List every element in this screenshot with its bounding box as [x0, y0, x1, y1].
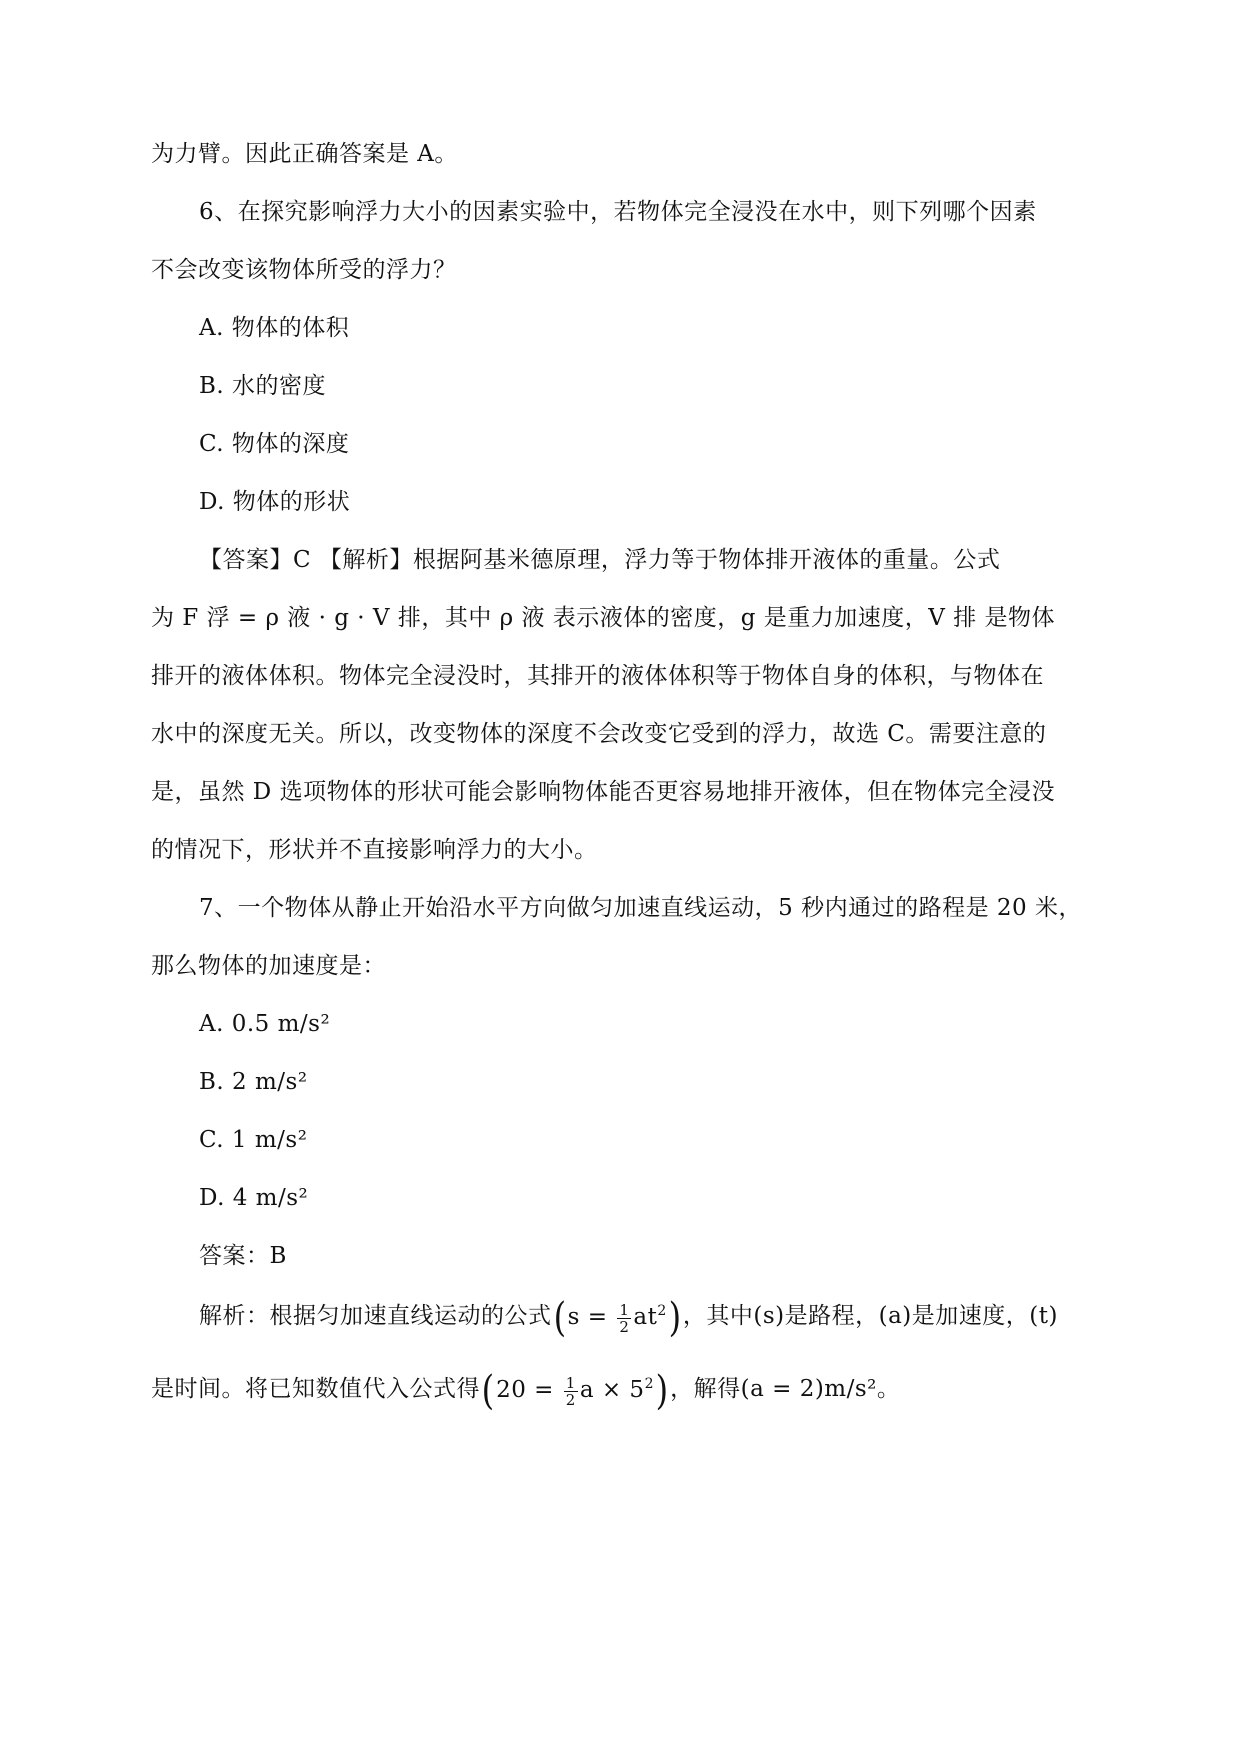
paren-close: ): [668, 1295, 682, 1341]
paren-close: ): [655, 1368, 669, 1414]
q6-option-b: B. 水的密度: [199, 373, 327, 399]
question-7-stem: 7、一个物体从静止开始沿水平方向做匀加速直线运动，5 秒内通过的路程是 20 米，: [199, 895, 1082, 921]
q6-answer-line-6: 的情况下，形状并不直接影响浮力的大小。: [151, 837, 598, 863]
formula-lhs: 20 =: [496, 1377, 562, 1403]
question-6-stem-cont: 不会改变该物体所受的浮力？: [151, 257, 457, 283]
paren-open: (: [553, 1295, 566, 1341]
q7-option-c: C. 1 m/s²: [199, 1127, 308, 1153]
fraction-numerator: 1: [619, 1300, 630, 1319]
q7-answer: 答案：B: [199, 1243, 287, 1269]
q6-answer-line-4: 水中的深度无关。所以，改变物体的深度不会改变它受到的浮力，故选 C。需要注意的: [151, 721, 1047, 747]
analysis-text: 是时间。将已知数值代入公式得: [151, 1376, 480, 1402]
formula-lhs: s =: [567, 1304, 616, 1330]
analysis-text: ，解得(a = 2)m/s²。: [670, 1376, 901, 1402]
q6-option-c: C. 物体的深度: [199, 431, 350, 457]
q6-option-d: D. 物体的形状: [199, 489, 351, 515]
q7-analysis-line-2: [151, 1366, 1091, 1412]
fraction: [564, 1375, 578, 1408]
text-line: 为力臂。因此正确答案是 A。: [151, 141, 458, 167]
q7-option-b: B. 2 m/s²: [199, 1069, 308, 1095]
q7-option-a: A. 0.5 m/s²: [199, 1011, 331, 1037]
formula-displacement: [552, 1294, 683, 1340]
q6-answer-line-3: 排开的液体体积。物体完全浸没时，其排开的液体体积等于物体自身的体积，与物体在: [151, 663, 1044, 689]
formula-substitution: [480, 1367, 670, 1413]
q6-answer-line-1: 【答案】C 【解析】根据阿基米德原理，浮力等于物体排开液体的重量。公式: [199, 547, 1001, 573]
analysis-text: 解析：根据匀加速直线运动的公式: [199, 1303, 552, 1329]
q6-option-a: A. 物体的体积: [199, 315, 350, 341]
q7-option-d: D. 4 m/s²: [199, 1185, 309, 1211]
q6-answer-line-2: 为 F 浮 = ρ 液 · g · V 排，其中 ρ 液 表示液体的密度，g 是重力加速度，V 排 是物体: [151, 605, 1056, 631]
fraction-numerator: 1: [565, 1373, 576, 1392]
question-6-stem: 6、在探究影响浮力大小的因素实验中，若物体完全浸没在水中，则下列哪个因素: [199, 199, 1037, 225]
fraction: [617, 1302, 631, 1335]
q7-analysis-line-1: [199, 1293, 1139, 1339]
q6-answer-line-5: 是，虽然 D 选项物体的形状可能会影响物体能否更容易地排开液体，但在物体完全浸没: [151, 779, 1056, 805]
exponent: 2: [644, 1376, 654, 1392]
formula-rhs: at: [633, 1304, 658, 1330]
analysis-text: ，其中(s)是路程，(a)是加速度，(t): [682, 1303, 1058, 1329]
exponent: 2: [657, 1303, 667, 1319]
formula-mid: a × 5: [579, 1377, 645, 1403]
paren-open: (: [481, 1368, 495, 1414]
fraction-denominator: 2: [565, 1390, 576, 1409]
fraction-denominator: 2: [619, 1317, 630, 1336]
question-7-stem-cont: 那么物体的加速度是：: [151, 953, 386, 979]
